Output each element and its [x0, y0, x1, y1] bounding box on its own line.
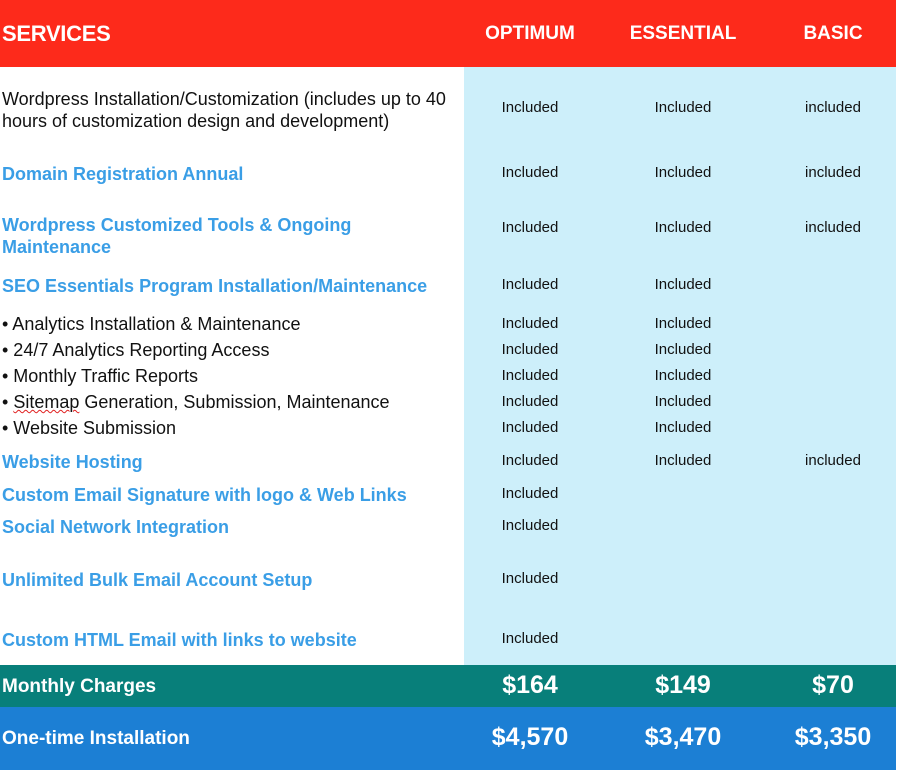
service-domain-registration: Domain Registration Annual	[2, 164, 244, 184]
service-bulk-email: Unlimited Bulk Email Account Setup	[2, 570, 313, 590]
cell-optimum: Included	[501, 99, 559, 116]
cell-optimum: Included	[501, 219, 559, 236]
cell-optimum: Included	[501, 452, 559, 469]
cell-essential: Included	[654, 164, 712, 181]
cell-essential: Included	[654, 315, 712, 332]
monthly-price-basic: $70	[812, 671, 854, 699]
installation-bar	[0, 707, 898, 770]
cell-essential: Included	[654, 99, 712, 116]
cell-optimum: Included	[501, 570, 559, 587]
monthly-price-essential: $149	[655, 671, 711, 699]
cell-optimum: Included	[501, 276, 559, 293]
service-traffic-reports: • Monthly Traffic Reports	[2, 366, 199, 386]
service-label-line: Wordpress Installation/Customization (includes up to 40	[2, 89, 446, 109]
cell-optimum: Included	[501, 367, 559, 384]
cell-basic: included	[805, 219, 861, 236]
service-website-submission: • Website Submission	[2, 418, 177, 438]
cell-essential: Included	[654, 367, 712, 384]
installation-price-optimum: $4,570	[491, 723, 569, 751]
spellcheck-word: Sitemap	[13, 392, 80, 412]
cell-essential: Included	[654, 276, 712, 293]
cell-basic: included	[805, 99, 861, 116]
cell-essential: Included	[654, 341, 712, 358]
service-html-email: Custom HTML Email with links to website	[2, 630, 357, 650]
plan-essential-heading: ESSENTIAL	[629, 23, 737, 44]
service-website-hosting: Website Hosting	[2, 452, 143, 472]
services-heading: SERVICES	[2, 21, 111, 46]
service-label-line: Maintenance	[2, 237, 112, 257]
cell-essential: Included	[654, 419, 712, 436]
cell-basic: included	[805, 452, 861, 469]
cell-optimum: Included	[501, 630, 559, 647]
monthly-price-optimum: $164	[502, 671, 558, 699]
monthly-charges-label: Monthly Charges	[2, 676, 157, 697]
service-label-line: Wordpress Customized Tools & Ongoing	[2, 215, 352, 235]
monthly-charges-bar	[0, 665, 898, 707]
service-wordpress-tools	[2, 214, 351, 258]
installation-price-essential: $3,470	[644, 723, 722, 751]
cell-optimum: Included	[501, 164, 559, 181]
service-label-line: hours of customization design and development)	[2, 111, 390, 131]
cell-basic: included	[805, 164, 861, 181]
cell-optimum: Included	[501, 315, 559, 332]
header-bar	[0, 0, 898, 67]
installation-label: One-time Installation	[2, 728, 190, 749]
service-sitemap-generation	[2, 391, 390, 413]
service-social-network: Social Network Integration	[2, 517, 230, 537]
service-seo-essentials: SEO Essentials Program Installation/Maintenance	[2, 276, 428, 296]
cell-optimum: Included	[501, 517, 559, 534]
installation-price-basic: $3,350	[794, 723, 872, 751]
service-analytics-reporting: • 24/7 Analytics Reporting Access	[2, 340, 270, 360]
service-label-rest: Generation, Submission, Maintenance	[79, 392, 390, 412]
plan-optimum-heading: OPTIMUM	[485, 23, 575, 44]
cell-optimum: Included	[501, 485, 559, 502]
bullet: •	[2, 392, 14, 412]
cell-essential: Included	[654, 393, 712, 410]
cell-essential: Included	[654, 452, 712, 469]
cell-essential: Included	[654, 219, 712, 236]
service-wordpress-installation	[2, 88, 446, 132]
cell-optimum: Included	[501, 393, 559, 410]
cell-optimum: Included	[501, 341, 559, 358]
plan-basic-heading: BASIC	[803, 23, 863, 44]
cell-optimum: Included	[501, 419, 559, 436]
service-email-signature: Custom Email Signature with logo & Web Links	[2, 485, 407, 505]
service-analytics-installation: • Analytics Installation & Maintenance	[2, 314, 301, 334]
